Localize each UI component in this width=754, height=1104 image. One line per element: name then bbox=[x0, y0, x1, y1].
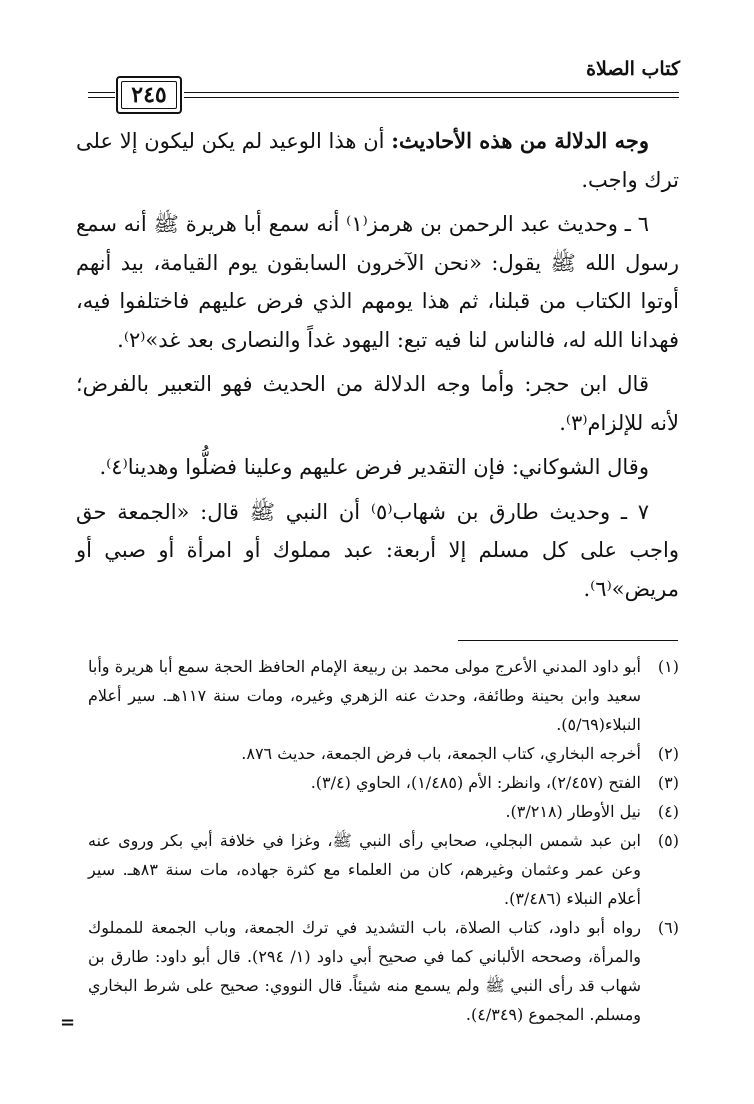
paragraph bbox=[76, 122, 679, 199]
main-text bbox=[76, 122, 679, 614]
footnote-text: أخرجه البخاري، كتاب الجمعة، باب فرض الجمعة، حديث ٨٧٦. bbox=[241, 744, 641, 763]
paragraph-text: قال ابن حجر: وأما وجه الدلالة من الحديث فهو التعبير بالفرض؛ لأنه للإلزام⁽٣⁾. bbox=[76, 372, 679, 435]
page-number: ٢٤٥ bbox=[131, 82, 167, 108]
header-rule-right bbox=[184, 92, 679, 98]
footnote-number: (٤) bbox=[657, 802, 679, 821]
footnote bbox=[88, 652, 679, 739]
footnote-text: الفتح (٢/٤٥٧)، وانظر: الأم (١/٤٨٥)، الحاوي (٣/٤). bbox=[310, 773, 641, 792]
footnote-text: ابن عبد شمس البجلي، صحابي رأى النبي ﷺ، وغزا في خلافة أبي بكر وروى عنه وعن عمر وعثمان وغيرهم، كان من العلماء مع كثرة جهاده، مات سنة ٨٣هـ. سير أعلام النبلاء (٣/٤٨٦). bbox=[88, 831, 642, 908]
chapter-title: كتاب الصلاة bbox=[586, 58, 680, 80]
page-number-frame bbox=[116, 76, 182, 114]
footnote bbox=[88, 913, 679, 1029]
footnote-text: نيل الأوطار (٣/٢١٨). bbox=[505, 802, 641, 821]
paragraph-text: ٧ ـ وحديث طارق بن شهاب⁽٥⁾ أن النبي ﷺ قال: «الجمعة حق واجب على كل مسلم إلا أربعة: عبد مملوك أو امرأة أو صبي أو مريض»⁽٦⁾. bbox=[76, 499, 679, 601]
footnote-number: (٥) bbox=[657, 831, 679, 850]
paragraph-lead: وجه الدلالة من هذه الأحاديث: bbox=[391, 128, 650, 153]
footnote-separator bbox=[458, 640, 678, 641]
footnote-text: أبو داود المدني الأعرج مولى محمد بن ربيعة الإمام الحافظ الحجة سمع أبا هريرة وأبا سعيد وابن بحينة وطائفة، وحدث عنه الزهري وغيره، ومات سنة ١١٧هـ. سير أعلام النبلاء(٥/٦٩). bbox=[88, 657, 642, 734]
footnote bbox=[88, 739, 679, 768]
paragraph bbox=[76, 448, 679, 487]
paragraph-text: ٦ ـ وحديث عبد الرحمن بن هرمز⁽١⁾ أنه سمع أبا هريرة ﷺ أنه سمع رسول الله ﷺ يقول: «نحن الآخرون السابقون يوم القيامة، بيد أنهم أوتوا الكتاب من قبلنا، ثم هذا يومهم الذي فرض عليهم فاختلفوا فيه، فهدانا الله له، فالناس لنا فيه تبع: اليهود غداً والنصارى بعد غد»⁽٢⁾. bbox=[76, 212, 679, 352]
footnote bbox=[88, 768, 679, 797]
paragraph-text: وقال الشوكاني: فإن التقدير فرض عليهم وعلينا فضلُّوا وهدينا⁽٤⁾. bbox=[99, 455, 649, 479]
paragraph-text: أن هذا الوعيد لم يكن ليكون إلا على ترك واجب. bbox=[76, 129, 679, 192]
paragraph bbox=[76, 493, 679, 609]
paragraph bbox=[76, 205, 679, 359]
footnotes bbox=[88, 652, 679, 1029]
footnote-number: (٢) bbox=[657, 744, 679, 763]
footnote-text: رواه أبو داود، كتاب الصلاة، باب التشديد في ترك الجمعة، وباب الجمعة للمملوك والمرأة، وصححه الألباني كما في صحيح أبي داود (١/ ٢٩٤). قال أبو داود: طارق بن شهاب قد رأى النبي ﷺ ولم يسمع منه شيئاً. قال النووي: صحيح على شرط البخاري ومسلم. المجموع (٤/٣٤٩). bbox=[88, 918, 642, 1024]
footnote bbox=[88, 797, 679, 826]
continuation-mark: = bbox=[60, 1012, 76, 1033]
footnote bbox=[88, 826, 679, 913]
header-rule-left bbox=[88, 92, 115, 98]
footnote-number: (١) bbox=[657, 657, 679, 676]
footnote-number: (٦) bbox=[657, 918, 679, 937]
paragraph bbox=[76, 365, 679, 442]
footnote-number: (٣) bbox=[657, 773, 679, 792]
